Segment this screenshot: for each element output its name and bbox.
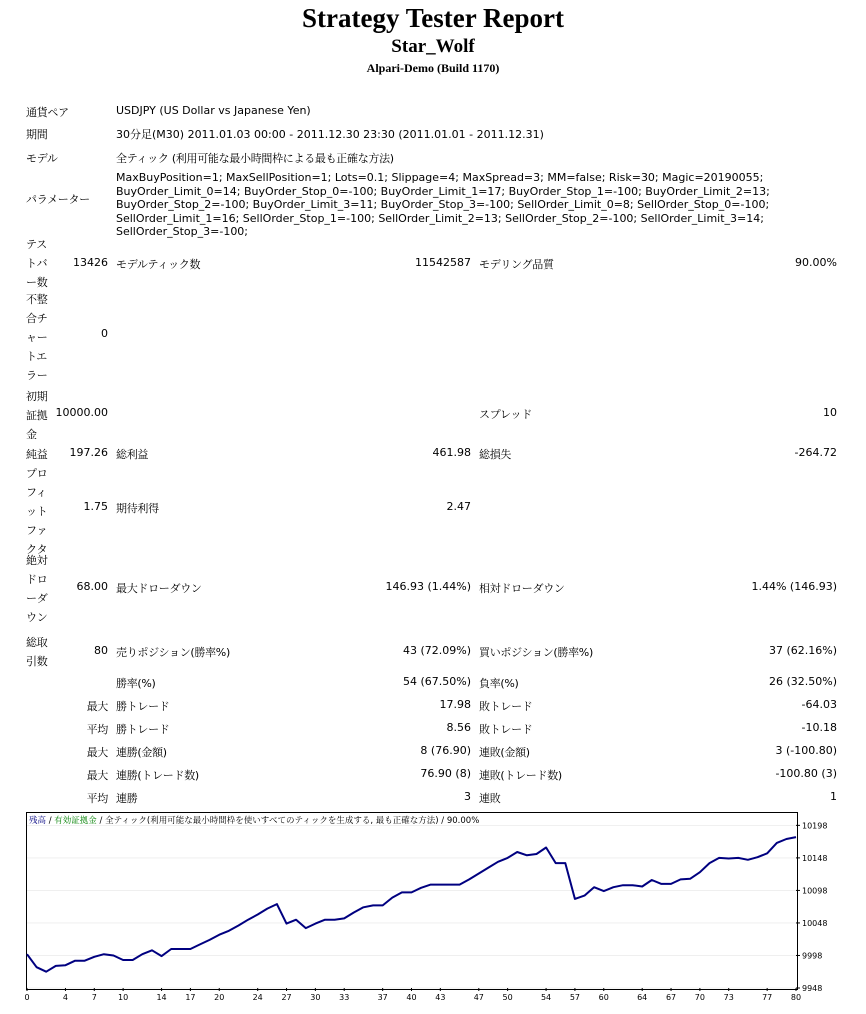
y-tick-label: 10048 <box>802 918 828 928</box>
largest-profit-value: 17.98 <box>439 698 471 711</box>
y-tick-label: 10148 <box>802 853 828 863</box>
expert-name: Star_Wolf <box>391 36 475 57</box>
x-tick-label: 57 <box>569 993 581 1002</box>
x-tick-label: 37 <box>377 993 388 1002</box>
bars-value: 13426 <box>73 256 108 269</box>
x-tick-label: 33 <box>339 993 350 1002</box>
y-tick-label: 10198 <box>802 821 828 831</box>
loss-trades-label: 負率(%) <box>479 677 519 690</box>
x-tick-label: 64 <box>637 993 648 1002</box>
x-tick-label: 20 <box>214 993 225 1002</box>
report-title: Strategy Tester Report <box>302 3 564 33</box>
relative-drawdown-label: 相対ドローダウン <box>479 582 565 595</box>
consecutive-profit-value: 76.90 (8) <box>420 767 471 780</box>
x-tick-label: 70 <box>694 993 705 1002</box>
long-positions-label: 買いポジション(勝率%) <box>479 646 593 659</box>
y-tick-label: 9948 <box>802 984 823 993</box>
consecutive-loss-label: 連敗(トレード数) <box>479 769 562 782</box>
model-label: モデル <box>26 152 58 165</box>
long-positions-value: 37 (62.16%) <box>768 644 837 657</box>
symbol-value: USDJPY (US Dollar vs Japanese Yen) <box>116 104 311 117</box>
mismatch-label: 不整 合チ ャー トエ ラー <box>26 293 48 382</box>
x-tick-label: 50 <box>502 993 513 1002</box>
x-tick-label: 10 <box>118 993 129 1002</box>
bars-label: テス トバ ー数 <box>26 238 48 289</box>
largest-loss-value: -64.03 <box>801 698 837 711</box>
caption-separator: / <box>46 816 55 826</box>
gross-loss-value: -264.72 <box>794 446 837 459</box>
average-prefix: 平均 <box>86 723 108 736</box>
x-tick-label: 14 <box>156 993 167 1002</box>
absolute-drawdown-value: 68.00 <box>76 580 108 593</box>
consecutive-losses-value: 3 (-100.80) <box>775 744 837 757</box>
expected-payoff-label: 期待利得 <box>116 502 159 515</box>
consecutive-loss-value: -100.80 (3) <box>775 767 837 780</box>
spread-value: 10 <box>823 406 837 419</box>
max-drawdown-value: 146.93 (1.44%) <box>385 580 471 593</box>
mismatch-value: 0 <box>101 327 108 340</box>
x-tick-label: 27 <box>281 993 292 1002</box>
x-tick-label: 60 <box>598 993 609 1002</box>
x-tick-label: 54 <box>540 993 552 1002</box>
period-label: 期間 <box>26 128 48 141</box>
largest-profit-label: 勝トレード <box>116 700 170 713</box>
symbol-label: 通貨ペア <box>26 106 69 119</box>
gross-profit-label: 総利益 <box>116 448 149 461</box>
x-tick-label: 4 <box>62 993 68 1002</box>
period-value: 30分足(M30) 2011.01.03 00:00 - 2011.12.30 23:30 (2011.01.01 - 2011.12.31) <box>116 128 544 141</box>
consecutive-wins-label: 連勝(金額) <box>116 746 167 759</box>
consecutive-losses-label: 連敗(金額) <box>479 746 530 759</box>
largest-loss-label: 敗トレード <box>479 700 533 713</box>
model-value: 全ティック (利用可能な最小時間枠による最も正確な方法) <box>116 152 394 165</box>
short-positions-label: 売りポジション(勝率%) <box>116 646 230 659</box>
deposit-value: 10000.00 <box>55 406 108 419</box>
expected-payoff-value: 2.47 <box>446 500 471 513</box>
x-tick-label: 40 <box>406 993 417 1002</box>
loss-trades-value: 26 (32.50%) <box>768 675 837 688</box>
ticks-value: 11542587 <box>415 256 471 269</box>
x-tick-label: 67 <box>665 993 677 1002</box>
ticks-label: モデルティック数 <box>116 258 201 271</box>
x-tick-label: 17 <box>185 993 196 1002</box>
x-tick-label: 47 <box>473 993 484 1002</box>
params-label: パラメーター <box>26 193 90 206</box>
average-loss-label: 敗トレード <box>479 723 533 736</box>
x-tick-label: 43 <box>435 993 446 1002</box>
max-consecutive-prefix-2: 最大 <box>86 769 108 782</box>
gross-profit-value: 461.98 <box>432 446 471 459</box>
consecutive-profit-label: 連勝(トレード数) <box>116 769 199 782</box>
absolute-drawdown-label: 絶対 ドロ ーダ ウン <box>26 554 48 624</box>
gross-loss-label: 総損失 <box>479 448 512 461</box>
max-drawdown-label: 最大ドローダウン <box>116 582 202 595</box>
average-consecutive-losses-label: 連敗 <box>479 792 501 805</box>
average-consecutive-losses-value: 1 <box>830 790 837 803</box>
largest-prefix: 最大 <box>86 700 108 713</box>
x-tick-label: 77 <box>762 993 773 1002</box>
x-tick-label: 0 <box>24 993 30 1002</box>
average-consecutive-wins-value: 3 <box>464 790 471 803</box>
total-trades-value: 80 <box>94 644 108 657</box>
deposit-label: 初期 証拠 金 <box>26 390 48 441</box>
net-profit-label: 純益 <box>26 448 48 461</box>
x-tick-label: 80 <box>790 993 802 1002</box>
average-profit-value: 8.56 <box>446 721 471 734</box>
profit-factor-label: プロ フィ ット ファ クタ <box>26 467 48 556</box>
spread-label: スプレッド <box>479 408 532 421</box>
x-tick-label: 24 <box>252 993 263 1002</box>
average-loss-value: -10.18 <box>801 721 837 734</box>
profit-factor-value: 1.75 <box>83 500 108 513</box>
y-tick-label: 9998 <box>802 951 823 961</box>
x-tick-label: 7 <box>91 993 97 1002</box>
quality-label: モデリング品質 <box>479 258 554 271</box>
server-name: Alpari-Demo (Build 1170) <box>366 61 500 75</box>
consecutive-wins-value: 8 (76.90) <box>420 744 471 757</box>
params-value: MaxBuyPosition=1; MaxSellPosition=1; Lots=0.1; Slippage=4; MaxSpread=3; MM=false; Risk=30; Magic=20190055; BuyOrder_Limit_0=14; BuyOrder_Stop_0=-100; BuyOrder_Limit_1=17; BuyOrder_Stop_1=-100; BuyOrder_Limit_2=13; BuyOrder_Stop_2=-100; BuyOrder_Limit_3=11; BuyOrder_Stop_3=-100; SellOrder_Limit_0=8; SellOrder_Stop_0=-100; SellOrder_Limit_1=16; SellOrder_Stop_1=-100; SellOrder_Limit_2=13; SellOrder_Stop_2=-100; SellOrder_Limit_3=14; SellOrder_Stop_3=-100; <box>116 171 770 238</box>
profit-trades-label: 勝率(%) <box>116 677 156 690</box>
x-tick-label: 73 <box>723 993 734 1002</box>
profit-trades-value: 54 (67.50%) <box>402 675 471 688</box>
caption-balance: 残高 <box>29 816 47 826</box>
y-tick-label: 10098 <box>802 886 828 896</box>
relative-drawdown-value: 1.44% (146.93) <box>751 580 837 593</box>
caption-equity: 有効証拠金 <box>54 816 97 826</box>
short-positions-value: 43 (72.09%) <box>402 644 471 657</box>
max-consecutive-prefix: 最大 <box>86 746 108 759</box>
quality-value: 90.00% <box>795 256 837 269</box>
average-consecutive-wins-label: 連勝 <box>116 792 138 805</box>
net-profit-value: 197.26 <box>69 446 108 459</box>
x-tick-label: 30 <box>310 993 321 1002</box>
average-consecutive-prefix: 平均 <box>86 792 108 805</box>
caption-model: / 全ティック(利用可能な最小時間枠を使いすべてのティックを生成する, 最も正確な方法) / 90.00% <box>96 816 480 826</box>
total-trades-label: 総取 引数 <box>26 636 48 668</box>
balance-line <box>27 837 796 972</box>
average-profit-label: 勝トレード <box>116 723 170 736</box>
